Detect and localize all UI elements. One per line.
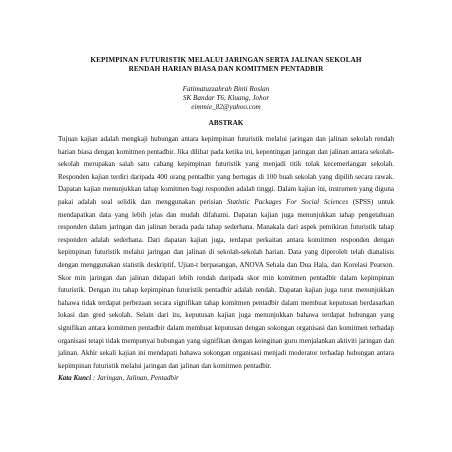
abstract-text-italic: Statistic Packages For Social Sciences (226, 197, 349, 206)
paper-title-line-2: RENDAH HARIAN BIASA DAN KOMITMEN PENTADBIR (128, 65, 324, 73)
keywords-value: : Jaringan, Jalinan, Pentadbir (91, 374, 179, 383)
keywords-line (58, 372, 394, 385)
abstract-body (58, 133, 394, 372)
paper-title (58, 56, 394, 74)
abstract-text-part-2: (SPSS) untuk mendapatkan data yang lebih jelas dan mudah difahami. Dapatan kajian juga menunjukkan tahap pengetahuan responden dalam jaringan dan jalinan berada pada tahap sederhana. Manakala dari aspek pemikiran futuristik tahap responden adalah sederhana. Dari dapatan kajian juga, terdapat perkaitan antara komitmen responden dengan kepimpinan futuristik melalui jaringan dan jalinan di sekolah-sekolah harian. Data yang diperoleh telah dianalisis dengan menggunakan statistik deskriptif, Ujian-t berpasangan, ANOVA Sehala dan Dua Hala, dan Korelasi Pearson. Skor min jaringan dan jalinan didapati lebih rendah daripada skor min komitmen pentadbir dalam kepimpinan futuristik. Dengan itu tahap kepimpinan futuristik pentadbir adalah rendah. Dapatan kajian juga turut menunjukkan bahawa tidak terdapat perbezaan secara signifikan tahap komitmen pentadbir dalam membuat keputusan berdasarkan lokasi dan gred sekolah. Selain dari itu, keputusan kajian juga menunjukkan bahawa terdapat hubungan yang signifikan antara komitmen pentadbir dalam membuat keputusan dengan sokongan organisasi dan komitmen terhadap organisasi tetapi tidak mempunyai hubungan yang signifikan dengan keinginan guru menjalankan aktiviti jaringan dan jalinan. Akhir sekali kajian ini mendapati bahawa sokongan organisasi menjadi moderator terhadap hubungan antara kepimpinan futuristik melalui jaringan dan jalinan dan komitmen pentadbir. (58, 197, 394, 370)
author-affiliation: SK Bandar T6, Kluang, Johor (182, 94, 270, 102)
author-block (58, 85, 394, 112)
author-email: eimmie_82@yahoo.com (191, 103, 261, 111)
abstract-text-part-1: Tujuan kajian adalah mengkaji hubungan antara kepimpinan futuristik melalui jaringan dan jalinan sekolah rendah harian biasa dengan komitmen pentadbir. Jika dilihat pada ketika ini, kepentingan jaringan dan jalinan antara sekolah-sekolah merupakan salah satu cabang kepimpinan futuristik yang menjadi titik tolak kecemerlangan sekolah. Responden kajian terdiri daripada 400 orang pentadbir yang bertugas di 100 buah sekolah yang dipilih secara rawak. Dapatan kajian menunjukkan tahap komitmen bagi responden adalah tinggi. Dalam kajian ini, instrumen yang diguna pakai adalah soal selidik dan menggunakan perisian (58, 135, 394, 206)
paper-title-line-1: KEPIMPINAN FUTURISTIK MELALUI JARINGAN SERTA JALINAN SEKOLAH (90, 56, 362, 64)
abstract-heading: ABSTRAK (208, 119, 244, 127)
keywords-label: Kata Kunci (58, 374, 92, 383)
author-name: Fatimatuzzahrah Binti Roslan (182, 85, 270, 93)
